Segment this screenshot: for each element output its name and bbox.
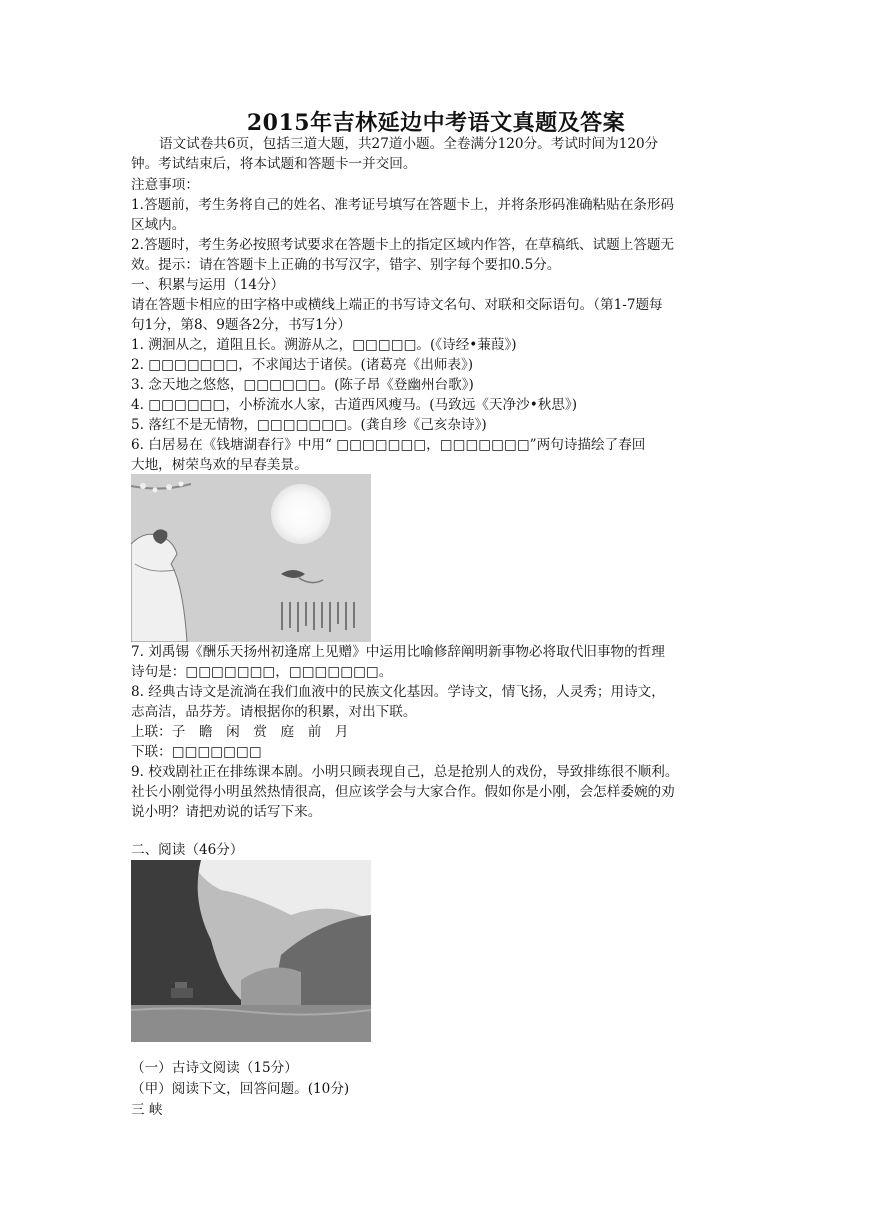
question-line: 8. 经典古诗文是流淌在我们血液中的民族文化基因。学诗文，情飞扬，人灵秀；用诗文，: [131, 684, 665, 700]
instruction-line: 请在答题卡相应的田字格中或横线上端正的书写诗文名句、对联和交际语句。（第1-7题每: [131, 297, 663, 313]
notice-item: 2.答题时，考生务必按照考试要求在答题卡上的指定区域内作答，在草稿纸、试题上答题无: [131, 237, 675, 253]
question-line: 大地，树荣鸟欢的早春美景。: [131, 457, 308, 473]
notice-item: 1.答题前，考生务将自己的姓名、准考证号填写在答题卡上，并将条形码准确粘贴在条形码: [131, 197, 675, 213]
question-line: 7. 刘禹锡《酬乐天扬州初逢席上见赠》中运用比喻修辞阐明新事物必将取代旧事物的哲理: [131, 644, 665, 660]
subsection-heading: （甲）阅读下文，回答问题。(10分): [131, 1081, 350, 1097]
question-line: 5. 落红不是无情物，□□□□□□□。(龚自珍《己亥杂诗》): [131, 417, 487, 433]
section-heading: 二、阅读（46分）: [131, 842, 244, 858]
intro-line: 语文试卷共6页，包括三道大题，共27道小题。全卷满分120分。考试时间为120分: [159, 136, 659, 152]
passage-title: 三 峡: [131, 1102, 163, 1118]
notice-heading: 注意事项：: [131, 177, 199, 193]
couplet-upper: 上联：子 瞻 闲 赏 庭 前 月: [131, 724, 349, 740]
poet-moon-svg: [131, 474, 371, 642]
question-line: 6. 白居易在《钱塘湖春行》中用“ □□□□□□□，□□□□□□□”两句诗描绘了春回: [131, 437, 646, 453]
question-line: 诗句是：□□□□□□□，□□□□□□□。: [131, 664, 393, 680]
question-line: 社长小刚觉得小明虽然热情很高，但应该学会与大家合作。假如你是小刚，会怎样委婉的劝: [131, 784, 675, 800]
section-heading: 一、积累与运用（14分）: [131, 277, 285, 293]
question-line: 2. □□□□□□□，不求闻达于诸侯。(诸葛亮《出师表》): [131, 357, 474, 373]
notice-item: 区域内。: [131, 217, 186, 233]
page-title: 2015年吉林延边中考语文真题及答案: [246, 110, 626, 136]
question-line: 说小明？请把劝说的话写下来。: [131, 804, 322, 820]
question-line: 4. □□□□□□，小桥流水人家，古道西风瘦马。(马致远《天净沙•秋思》): [131, 397, 578, 413]
question-line: 9. 校戏剧社正在排练课本剧。小明只顾表现自己，总是抢别人的戏份，导致排练很不顺利。: [131, 764, 679, 780]
question-line: 志高洁，品芬芳。请根据你的积累，对出下联。: [131, 704, 417, 720]
subsection-heading: （一）古诗文阅读（15分）: [131, 1060, 298, 1076]
couplet-lower: 下联：□□□□□□□: [131, 744, 262, 760]
question-line: 3. 念天地之悠悠，□□□□□□。(陈子昂《登幽州台歌》): [131, 377, 474, 393]
notice-item: 效。提示：请在答题卡上正确的书写汉字，错字、别字每个要扣0.5分。: [131, 257, 561, 273]
intro-line: 钟。考试结束后，将本试题和答题卡一并交回。: [131, 156, 417, 172]
gorge-svg: [131, 860, 371, 1042]
poet-moon-illustration: [131, 474, 371, 642]
question-line: 1. 溯洄从之，道阻且长。溯游从之，□□□□□。(《诗经•蒹葭》): [131, 337, 517, 353]
three-gorges-photo: [131, 860, 371, 1042]
instruction-line: 句1分，第8、9题各2分，书写1分）: [131, 317, 351, 333]
